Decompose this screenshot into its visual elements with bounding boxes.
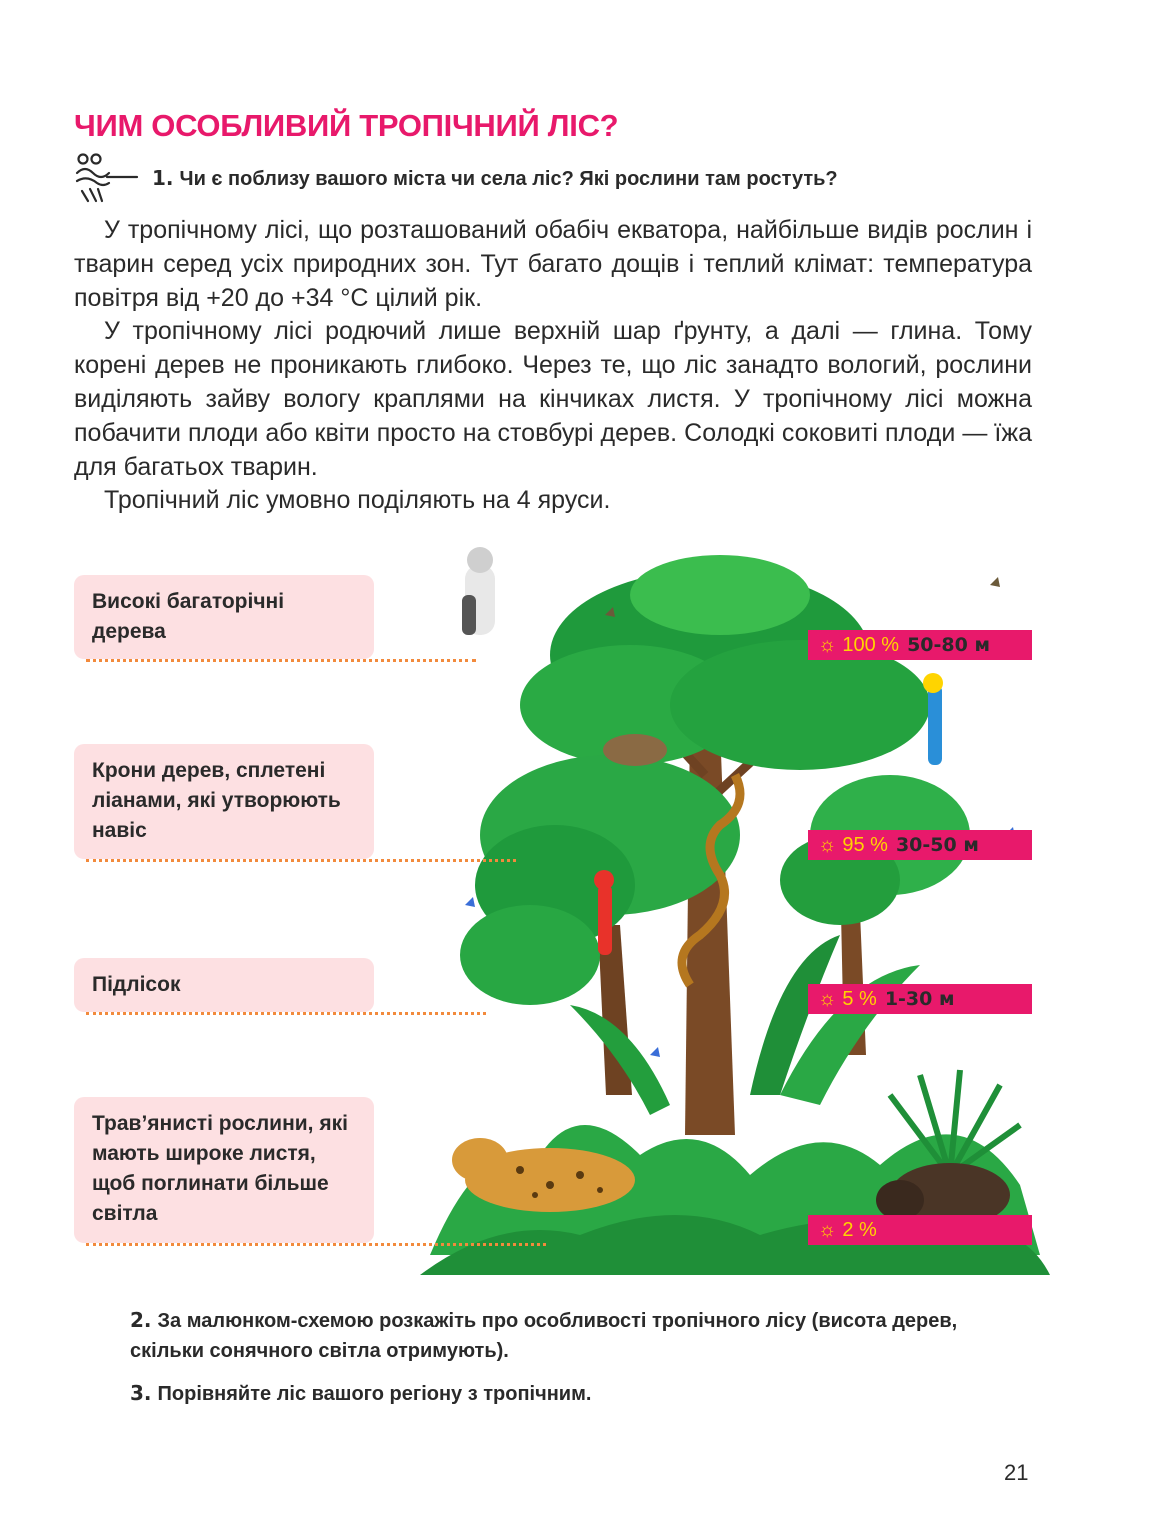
paragraph-3: Тропічний ліс умовно поділяють на 4 яруси. [104,486,611,515]
sun-icon: ☼ [818,1218,837,1241]
sun-icon: ☼ [818,833,837,856]
layer-box-emergent: Високі багаторічні дерева [74,575,374,659]
questions [130,1305,1010,1421]
light-tag-understory: ☼ 5 % 1-30 м [808,984,1032,1014]
paragraph-1: У тропічному лісі, що розташований обабіч екватора, найбільше видів рослин і тварин серед усіх природних зон. Тут багато дощів і теплий клімат: температура повітря від +20 до +34 °С цілий рік. [74,216,1032,312]
layer-line-forest-floor [86,1243,546,1246]
layer-line-emergent [86,659,476,662]
layer-line-understory [86,1012,486,1015]
sun-icon: ☼ [818,987,837,1010]
task-1-text: 1. Чи є поблизу вашого міста чи села ліс? Які рослини там ростуть? [152,165,838,190]
layer-line-canopy [86,859,516,862]
question-3: 3. Порівняйте ліс вашого регіону з тропічним. [130,1381,592,1405]
light-tag-canopy: ☼ 95 % 30-50 м [808,830,1032,860]
layer-box-forest-floor: Трав’янисті рослини, які мають широке листя, щоб поглинати більше світла [74,1097,374,1243]
discussion-icon [74,151,140,205]
question-2: 2. За малюнком-схемою розкажіть про особливості тропічного лісу (висота дерев, скільки сонячного світла отримують). [130,1308,958,1362]
sun-icon: ☼ [818,633,837,656]
page-title: ЧИМ ОСОБЛИВИЙ ТРОПІЧНИЙ ЛІС? [74,108,619,143]
paragraph-2: У тропічному лісі родючий лише верхній шар ґрунту, а далі — глина. Тому корені дерев не проникають глибоко. Через те, що ліс занадто вологий, рослини виділяють зайву вологу краплями на кінчиках листя. У тропічному лісі можна побачити плоди або квіти просто на стовбурі дерев. Солодкі соковиті плоди — їжа для багатьох тварин. [74,317,1032,481]
body-text [74,214,1032,518]
light-tag-forest-floor: ☼ 2 % [808,1215,1032,1245]
layer-box-canopy: Крони дерев, сплетені ліанами, які утворюють навіс [74,744,374,859]
layer-box-understory: Підлісок [74,958,374,1012]
page-number: 21 [1004,1460,1029,1485]
light-tag-emergent: ☼ 100 % 50-80 м [808,630,1032,660]
task-1 [74,150,1034,206]
